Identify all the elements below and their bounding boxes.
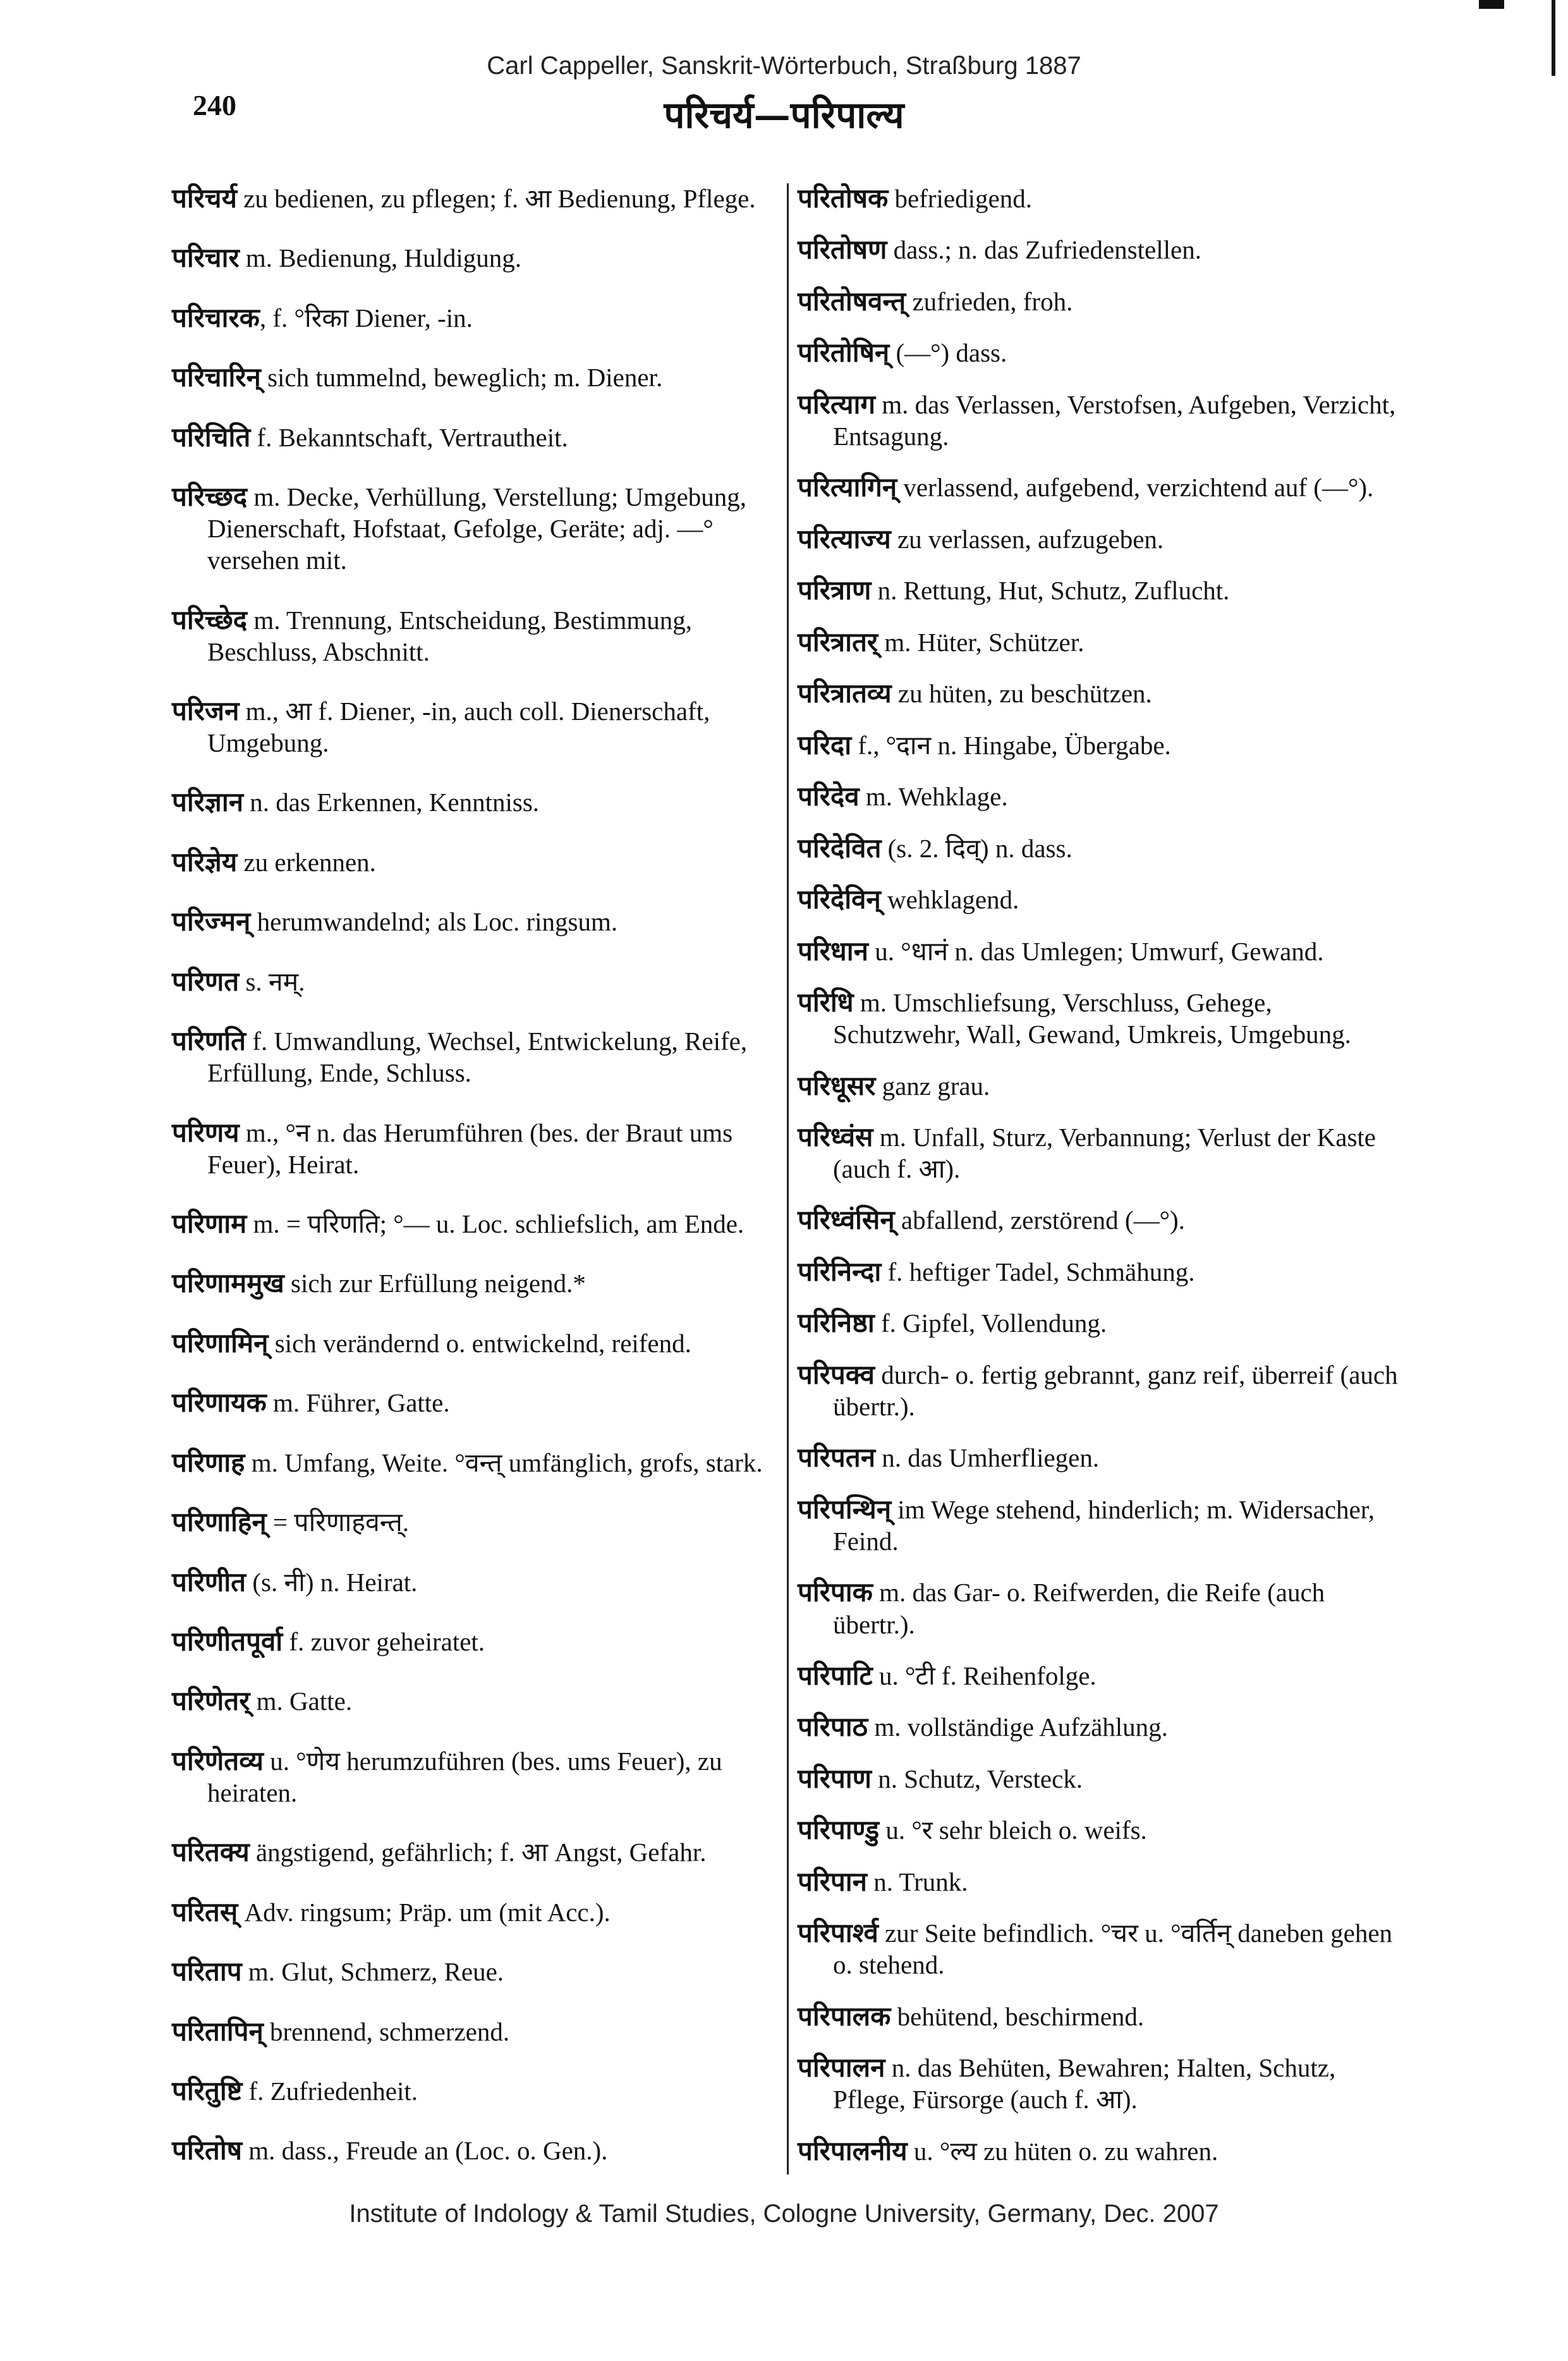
entry-headword: परिपाण्डु [798, 1814, 880, 1846]
entry-headword: परिनिन्दा [798, 1255, 882, 1287]
entry-headword: परिधान [798, 935, 868, 967]
entry-headword: परिध्वंस [798, 1121, 873, 1152]
scan-edge-mark-right [1552, 0, 1555, 76]
dictionary-entry [798, 2135, 1404, 2167]
entry-headword: परिचर्य [172, 183, 237, 214]
dictionary-entry [798, 1441, 1404, 1473]
dictionary-entry [172, 1116, 779, 1180]
dictionary-entry [798, 1762, 1404, 1795]
entry-definition: = परिणाहवन्त्. [266, 1508, 410, 1537]
dictionary-entry [172, 695, 779, 759]
column-divider [787, 183, 789, 2175]
dictionary-entry [172, 1745, 779, 1809]
entry-headword: परिणाममुख [172, 1267, 284, 1299]
entry-headword: परितोषिन् [798, 337, 890, 369]
entry-headword: परिपन्थिन् [798, 1493, 892, 1525]
entry-definition: verlassend, aufgebend, verzichtend auf (—°). [897, 473, 1374, 503]
entry-headword: परिदेविन् [798, 884, 881, 915]
entry-definition: n. das Erkennen, Kenntniss. [243, 788, 540, 817]
dictionary-entry [172, 361, 779, 393]
dictionary-entry [798, 1255, 1404, 1288]
entry-headword: परिपालनीय [798, 2135, 908, 2166]
dictionary-entry [172, 1506, 779, 1538]
entry-headword: परितोषण [798, 234, 887, 265]
entry-headword: परिच्छद [172, 481, 248, 513]
entry-headword: परिपाण [798, 1762, 872, 1794]
dictionary-entry [172, 480, 779, 576]
left-column [172, 182, 779, 2167]
dictionary-entry [798, 1493, 1404, 1557]
entry-definition: abfallend, zerstörend (—°). [894, 1205, 1185, 1235]
entry-definition: zu hüten, zu beschützen. [891, 679, 1152, 709]
dictionary-entry [172, 1685, 779, 1717]
entry-definition: m. Führer, Gatte. [266, 1388, 450, 1418]
dictionary-entry [798, 1814, 1404, 1846]
entry-definition: m. Umfang, Weite. °वन्त् umfänglich, grofs, stark. [245, 1448, 763, 1477]
entry-headword: परित्याज्य [798, 523, 891, 554]
dictionary-entry [172, 2015, 779, 2047]
dictionary-entry [798, 336, 1404, 369]
entry-definition: u. °र sehr bleich o. weifs. [879, 1815, 1147, 1845]
entry-definition: (s. 2. दिव्) n. dass. [881, 833, 1073, 863]
entry-definition: n. Rettung, Hut, Schutz, Zuflucht. [871, 576, 1230, 606]
dictionary-entry [798, 780, 1404, 812]
entry-definition: im Wege stehend, hinderlich; m. Widersacher, Feind. [833, 1494, 1375, 1556]
entry-definition: durch- o. fertig gebrannt, ganz reif, überreif (auch übertr.). [833, 1360, 1398, 1422]
entry-definition: m. das Verlassen, Verstofsen, Aufgeben, Verzicht, Entsagung. [833, 389, 1396, 451]
right-column [798, 182, 1404, 2167]
entry-headword: परित्रातर् [798, 626, 878, 657]
dictionary-entry [172, 1955, 779, 1987]
entry-headword: परितुष्टि [172, 2075, 243, 2106]
entry-headword: परिणायक [172, 1387, 267, 1418]
dictionary-entry [798, 1121, 1404, 1185]
entry-definition: u. °टी f. Reihenfolge. [872, 1661, 1097, 1690]
entry-headword: परिदा [798, 729, 852, 760]
entry-definition: f. Bekanntschaft, Vertrautheit. [250, 422, 568, 452]
entry-definition: zu bedienen, zu pflegen; f. आ Bedienung, Pflege. [236, 184, 756, 213]
entry-headword: परिणाह [172, 1446, 245, 1478]
dictionary-entry [798, 1917, 1404, 1980]
dictionary-entry [172, 905, 779, 937]
dictionary-entry [798, 2000, 1404, 2032]
dictionary-entry [172, 604, 779, 668]
entry-definition: u. °धानं n. das Umlegen; Umwurf, Gewand. [868, 936, 1324, 966]
dictionary-entry [798, 471, 1404, 503]
entry-headword: परितोषक [798, 183, 889, 214]
entry-headword: परिणेतर् [172, 1685, 250, 1717]
entry-headword: परितोषवन्त् [798, 285, 906, 317]
dictionary-entry [798, 1070, 1404, 1102]
dictionary-entry [798, 1576, 1404, 1640]
entry-headword: परिणामिन् [172, 1327, 269, 1358]
dictionary-entry [172, 786, 779, 818]
entry-headword: परिणय [172, 1116, 240, 1148]
entry-definition: (—°) dass. [889, 338, 1007, 368]
dictionary-entry [172, 1566, 779, 1598]
entry-definition: zufrieden, froh. [906, 286, 1073, 316]
entry-headword: परित्रातव्य [798, 678, 892, 709]
entry-definition: m. Umschliefsung, Verschluss, Gehege, Schutzwehr, Wall, Gewand, Umkreis, Umgebung. [833, 988, 1351, 1049]
entry-headword: परिचार [172, 242, 240, 274]
page-number: 240 [193, 89, 236, 121]
entry-definition: ängstigend, gefährlich; f. आ Angst, Gefahr. [249, 1838, 707, 1867]
entry-headword: परिचारक [172, 302, 260, 333]
dictionary-entry [172, 2134, 779, 2166]
entry-headword: परिज्ञेय [172, 846, 238, 877]
dictionary-entry [798, 1204, 1404, 1236]
entry-definition: behütend, beschirmend. [890, 2001, 1145, 2031]
entry-headword: परिच्छेद [172, 604, 248, 635]
entry-definition: sich zur Erfüllung neigend.* [284, 1269, 586, 1298]
entry-definition: u. °णेय herumzuführen (bes. ums Feuer), zu heiraten. [207, 1746, 722, 1808]
entry-definition: m. Trennung, Entscheidung, Bestimmung, Beschluss, Abschnitt. [207, 605, 692, 666]
dictionary-entry [172, 1267, 779, 1299]
entry-definition: m. vollständige Aufzählung. [868, 1712, 1168, 1742]
running-head: परिचर्य—परिपाल्य [664, 94, 904, 137]
dictionary-entry [172, 1025, 779, 1089]
entry-definition: m., °न n. das Herumführen (bes. der Braut ums Feuer), Heirat. [207, 1118, 733, 1179]
entry-headword: परिध्वंसिन् [798, 1204, 895, 1236]
entry-definition: s. नम्. [239, 967, 305, 996]
dictionary-entry [798, 182, 1404, 214]
entry-headword: परिधूसर [798, 1070, 876, 1101]
entry-headword: परिज्मन् [172, 906, 251, 937]
dictionary-entry [172, 1327, 779, 1359]
entry-definition: m. = परिणति; °— u. Loc. schliefslich, am Ende. [246, 1209, 744, 1238]
dictionary-entry [798, 677, 1404, 709]
entry-definition: dass.; n. das Zufriedenstellen. [887, 235, 1201, 265]
dictionary-entry [172, 1386, 779, 1418]
scan-edge-mark-top [1479, 0, 1504, 9]
entry-definition: f. Gipfel, Vollendung. [874, 1309, 1107, 1338]
dictionary-entry [798, 574, 1404, 606]
dictionary-entry [798, 1659, 1404, 1692]
entry-definition: n. das Umherfliegen. [875, 1443, 1100, 1473]
entry-headword: परितक्य [172, 1836, 250, 1868]
dictionary-entry [172, 421, 779, 453]
entry-definition: u. °ल्य zu hüten o. zu wahren. [907, 2136, 1219, 2166]
entry-definition: herumwandelnd; als Loc. ringsum. [250, 907, 618, 937]
entry-definition: m. Decke, Verhüllung, Verstellung; Umgebung, Dienerschaft, Hofstaat, Gefolge, Geräte; adj. —° versehen mit. [207, 482, 747, 575]
entry-headword: परिपाक [798, 1577, 873, 1608]
entry-headword: परिताप [172, 1956, 242, 1987]
entry-definition: m. Glut, Schmerz, Reue. [241, 1957, 504, 1987]
dictionary-entry [172, 241, 779, 274]
entry-definition: n. Trunk. [866, 1867, 968, 1896]
entry-definition: ganz grau. [875, 1071, 990, 1101]
entry-headword: परिदेवित [798, 832, 882, 863]
dictionary-entry [172, 1207, 779, 1240]
entry-definition: n. das Behüten, Bewahren; Halten, Schutz, Pflege, Fürsorge (auch f. आ). [833, 2053, 1336, 2114]
entry-headword: परिणाम [172, 1208, 247, 1239]
entry-definition: befriedigend. [888, 184, 1032, 213]
entry-headword: परित्याग [798, 388, 875, 420]
dictionary-entry [798, 233, 1404, 265]
entry-definition: m. Gatte. [250, 1687, 353, 1716]
entry-definition: , f. °रिका Diener, -in. [259, 303, 473, 332]
entry-definition: sich tummelnd, beweglich; m. Diener. [260, 363, 663, 393]
entry-headword: परिपालक [798, 2000, 891, 2032]
entry-definition: sich verändernd o. entwickelnd, reifend. [268, 1328, 691, 1358]
entry-definition: zu erkennen. [237, 847, 376, 877]
dictionary-entry [798, 883, 1404, 915]
entry-headword: परिपक्व [798, 1358, 875, 1390]
entry-definition: Adv. ringsum; Präp. um (mit Acc.). [238, 1897, 611, 1927]
entry-headword: परितापिन् [172, 2015, 264, 2047]
entry-headword: परिनिष्ठा [798, 1307, 875, 1339]
entry-headword: परिणीतपूर्वा [172, 1625, 283, 1657]
entry-definition: zur Seite befindlich. °चर u. °वर्तिन् daneben gehen o. stehend. [833, 1919, 1393, 1980]
entry-definition: f. heftiger Tadel, Schmähung. [881, 1257, 1195, 1286]
entry-definition: f. Umwandlung, Wechsel, Entwickelung, Reife, Erfüllung, Ende, Schluss. [207, 1027, 748, 1088]
digitization-credit: Institute of Indology & Tamil Studies, Cologne University, Germany, Dec. 2007 [349, 2200, 1219, 2228]
entry-headword: परिपतन [798, 1442, 876, 1473]
entry-definition: zu verlassen, aufzugeben. [890, 524, 1164, 554]
entry-headword: परिणेतव्य [172, 1745, 264, 1776]
entry-definition: n. Schutz, Versteck. [872, 1764, 1083, 1793]
dictionary-entry [172, 1896, 779, 1928]
entry-headword: परित्राण [798, 575, 872, 606]
dictionary-entry [798, 523, 1404, 555]
entry-definition: m. das Gar- o. Reifwerden, die Reife (auch übertr.). [833, 1578, 1325, 1639]
entry-headword: परिपार्श्व [798, 1917, 878, 1949]
source-note: Carl Cappeller, Sanskrit-Wörterbuch, Straßburg 1887 [487, 52, 1081, 80]
dictionary-entry [798, 2051, 1404, 2115]
entry-headword: परिणाहिन् [172, 1506, 267, 1538]
dictionary-entry [172, 182, 779, 214]
entry-headword: परिदेव [798, 781, 860, 812]
entry-headword: परित्यागिन् [798, 472, 897, 503]
entry-definition: brennend, schmerzend. [263, 2016, 510, 2046]
entry-definition: f., °दान n. Hingabe, Übergabe. [851, 730, 1171, 760]
dictionary-entry [172, 1446, 779, 1479]
entry-definition: f. zuvor geheiratet. [283, 1626, 485, 1656]
entry-definition: m. Wehklage. [859, 782, 1008, 812]
dictionary-entry [798, 729, 1404, 761]
entry-headword: परिपाटि [798, 1659, 873, 1691]
entry-definition: m. Hüter, Schützer. [878, 627, 1085, 657]
entry-definition: (s. नी) n. Heirat. [246, 1567, 418, 1597]
entry-headword: परितस् [172, 1896, 238, 1927]
dictionary-entry [798, 285, 1404, 317]
entry-headword: परिपान [798, 1865, 867, 1897]
dictionary-entry [798, 935, 1404, 967]
dictionary-entry [172, 2075, 779, 2107]
dictionary-entry [172, 1625, 779, 1657]
dictionary-entry [172, 965, 779, 997]
entry-definition: m. Unfall, Sturz, Verbannung; Verlust der Kaste (auch f. आ). [833, 1123, 1377, 1184]
dictionary-entry [798, 1711, 1404, 1743]
dictionary-entry [172, 1836, 779, 1868]
entry-headword: परिज्ञान [172, 786, 244, 818]
entry-definition: m. Bedienung, Huldigung. [239, 243, 522, 273]
dictionary-entry [798, 1307, 1404, 1339]
entry-headword: परिजन [172, 695, 240, 726]
dictionary-entry [798, 388, 1404, 452]
dictionary-entry [798, 626, 1404, 658]
entry-headword: परिचिति [172, 421, 251, 453]
entry-headword: परिधि [798, 987, 854, 1018]
dictionary-entry [798, 832, 1404, 864]
entry-headword: परिपालन [798, 2052, 885, 2083]
entry-definition: m. dass., Freude an (Loc. o. Gen.). [242, 2136, 608, 2166]
entry-definition: m., आ f. Diener, -in, auch coll. Dienerschaft, Umgebung. [207, 697, 710, 758]
dictionary-entry [798, 1865, 1404, 1898]
entry-headword: परितोष [172, 2135, 243, 2166]
entry-headword: परिणीत [172, 1566, 246, 1597]
entry-headword: परिचारिन् [172, 362, 261, 393]
entry-headword: परिणत [172, 965, 240, 997]
entry-definition: wehklagend. [880, 885, 1019, 915]
dictionary-entry [798, 1358, 1404, 1422]
dictionary-entry [172, 302, 779, 334]
entry-headword: परिपाठ [798, 1711, 868, 1743]
entry-headword: परिणति [172, 1025, 246, 1057]
dictionary-entry [798, 986, 1404, 1050]
dictionary-entry [172, 846, 779, 878]
entry-definition: f. Zufriedenheit. [242, 2076, 418, 2106]
